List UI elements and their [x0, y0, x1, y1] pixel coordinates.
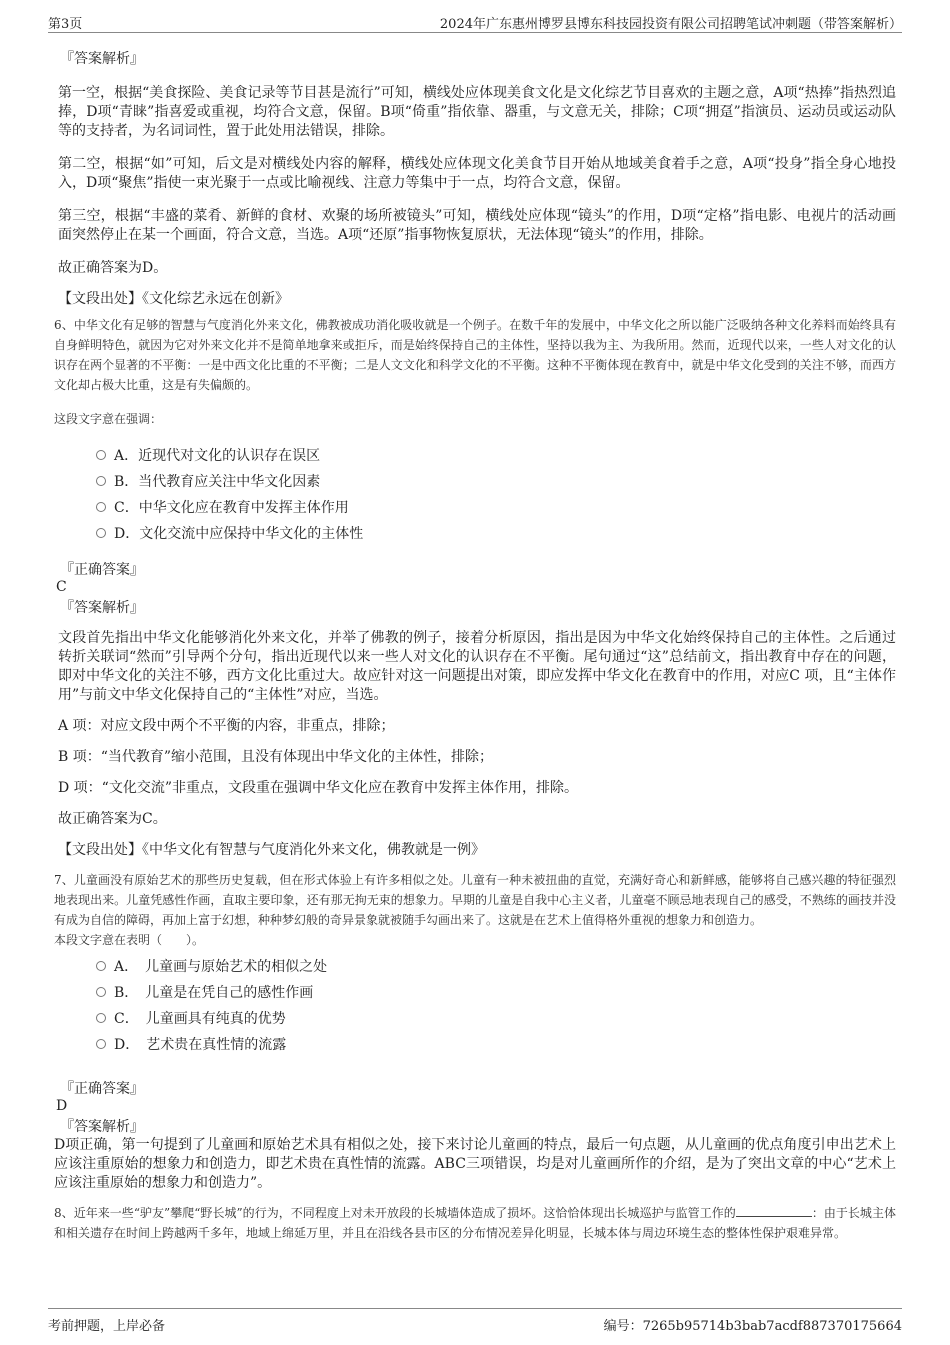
correct-answer-tag: 『正确答案』	[60, 1081, 144, 1097]
analysis-tag: 『答案解析』	[60, 51, 144, 67]
analysis-paragraph: D项正确，第一句提到了儿童画和原始艺术具有相似之处，接下来讨论儿童画的特点，最后一句点题，从儿童画的优点角度引申出艺术上应该注重原始的想象力和创造力，即艺术贵在真性情的流露。ABC三项错误，均是对儿童画所作的介绍，是为了突出文章的中心“艺术上应该注重原始的想象力和创造力”。	[54, 1137, 896, 1191]
radio-icon[interactable]	[96, 1039, 106, 1049]
option-d[interactable]: D． 艺术贵在真性情的流露	[96, 1032, 896, 1058]
page-number: 第3页	[48, 17, 83, 32]
question-stem: 6、中华文化有足够的智慧与气度消化外来文化，佛教被成功消化吸收就是一个例子。在数千年的发展中，中华文化之所以能广泛吸纳各种文化养料而始终具有自身鲜明特色，就因为它对外来文化并不是简单地拿来或拒斥，而是始终保持自己的主体性，坚持以我为主、为我所用。然而，近现代以来，一些人对文化的认识存在两个显著的不平衡：一是中西文化比重的不平衡；二是人文文化和科学文化的不平衡。这种不平衡体现在教育中，就是中华文化受到的关注不够，而西方文化却占极大比重，这是有失偏颇的。	[54, 318, 896, 392]
option-analysis: D 项：“文化交流”非重点，文段重在强调中华文化应在教育中发挥主体作用，排除。	[58, 780, 578, 796]
analysis-paragraph: 文段首先指出中华文化能够消化外来文化，并举了佛教的例子，接着分析原因，指出是因为中华文化始终保持自己的主体性。之后通过转折关联词“然而”引导两个分句，指出近现代以来一些人对文化的认识存在不平衡。尾句通过“这”总结前文，指出教育中存在的问题，即对中华文化的关注不够，西方文化比重过大。故应针对这一问题提出对策，即应发挥中华文化在教育中的作用，对应C 项，且“主体作用”与前文中华文化保持自己的“主体性”对应，当选。	[58, 630, 896, 703]
option-a[interactable]: A．近现代对文化的认识存在误区	[96, 443, 896, 469]
question-stem: 8、近年来一些“驴友”攀爬“野长城”的行为，不同程度上对未开放段的长城墙体造成了损坏。这恰恰体现出长城巡护与监管工作的 ：由于长城主体和相关遗存在时间上跨越两千多年，地域上绵延万里，并且在沿线各县市区的分布情况差异化明显，长城本体与周边环境生态的整体性保护艰难异常。	[54, 1206, 896, 1240]
option-a[interactable]: A． 儿童画与原始艺术的相似之处	[96, 954, 896, 980]
question-stem: 7、儿童画没有原始艺术的那些历史复载，但在形式体验上有许多相似之处。儿童有一种未被扭曲的直觉，充满好奇心和新鲜感，能够将自己感兴趣的特征强烈地表现出来。儿童凭感性作画，直取主要印象，还有那无拘无束的想象力。早期的儿童是自我中心主义者，儿童毫不顾忌地表现自己的感受，不熟练的画技并没有成为自信的障碍，再加上富于幻想，种种梦幻般的奇异景象就被随手勾画出来了。这就是在艺术上值得格外重视的想象力和创造力。	[54, 873, 896, 927]
source-citation: 【文段出处】《中华文化有智慧与气度消化外来文化，佛教就是一例》	[58, 842, 485, 858]
radio-icon[interactable]	[96, 450, 106, 460]
page-footer	[48, 1308, 902, 1339]
radio-icon[interactable]	[96, 961, 106, 971]
source-citation: 【文段出处】《文化综艺永远在创新》	[58, 291, 289, 307]
page-content	[54, 46, 896, 1243]
radio-icon[interactable]	[96, 1013, 106, 1023]
correct-answer-tag: 『正确答案』	[60, 562, 144, 578]
conclusion: 故正确答案为D。	[58, 260, 168, 276]
options-list	[54, 443, 896, 547]
option-b[interactable]: B． 儿童是在凭自己的感性作画	[96, 980, 896, 1006]
option-d[interactable]: D．文化交流中应保持中华文化的主体性	[96, 521, 896, 547]
radio-icon[interactable]	[96, 987, 106, 997]
option-analysis: B 项：“当代教育”缩小范围，且没有体现出中华文化的主体性，排除；	[58, 749, 494, 765]
radio-icon[interactable]	[96, 528, 106, 538]
correct-answer: D	[56, 1098, 68, 1114]
analysis-tag: 『答案解析』	[60, 1119, 144, 1135]
option-b[interactable]: B．当代教育应关注中华文化因素	[96, 469, 896, 495]
answer-blank	[736, 1204, 812, 1217]
analysis-paragraph: 第三空，根据“丰盛的菜肴、新鲜的食材、欢聚的场所被镜头”可知，横线处应体现“镜头”的作用，D项“定格”指电影、电视片的活动画面突然停止在某一个画面，符合文意，当选。A项“还原”指事物恢复原状，无法体现“镜头”的作用，排除。	[58, 208, 896, 243]
option-c[interactable]: C．中华文化应在教育中发挥主体作用	[96, 495, 896, 521]
option-c[interactable]: C． 儿童画具有纯真的优势	[96, 1006, 896, 1032]
radio-icon[interactable]	[96, 476, 106, 486]
conclusion: 故正确答案为C。	[58, 811, 167, 827]
question-prompt: 这段文字意在强调：	[54, 412, 163, 426]
question-prompt: 本段文字意在表明（ ）。	[54, 933, 205, 947]
analysis-tag: 『答案解析』	[60, 600, 144, 616]
document-id: 编号：7265b95714b3bab7acdf887370175664	[603, 1319, 902, 1334]
footer-slogan: 考前押题，上岸必备	[48, 1319, 166, 1334]
correct-answer: C	[56, 579, 67, 595]
options-list	[54, 954, 896, 1058]
option-analysis: A 项：对应文段中两个不平衡的内容，非重点，排除；	[58, 718, 395, 734]
radio-icon[interactable]	[96, 502, 106, 512]
analysis-paragraph: 第二空，根据“如”可知，后文是对横线处内容的解释，横线处应体现文化美食节目开始从地域美食着手之意，A项“投身”指全身心地投入，D项“聚焦”指使一束光聚于一点或比喻视线、注意力等集中于一点，均符合文意，保留。	[58, 156, 896, 191]
page-header	[48, 10, 902, 33]
document-title: 2024年广东惠州博罗县博东科技园投资有限公司招聘笔试冲刺题（带答案解析）	[439, 17, 902, 32]
analysis-paragraph: 第一空，根据“美食探险、美食记录等节目甚是流行”可知，横线处应体现美食文化是文化综艺节目喜欢的主题之意，A项“热捧”指热烈追捧，D项“青睐”指喜爱或重视，均符合文意，保留。B项“倚重”指依靠、器重，与文意无关，排除；C项“拥趸”指演员、运动员或运动队等的支持者，为名词词性，置于此处用法错误，排除。	[58, 85, 896, 139]
